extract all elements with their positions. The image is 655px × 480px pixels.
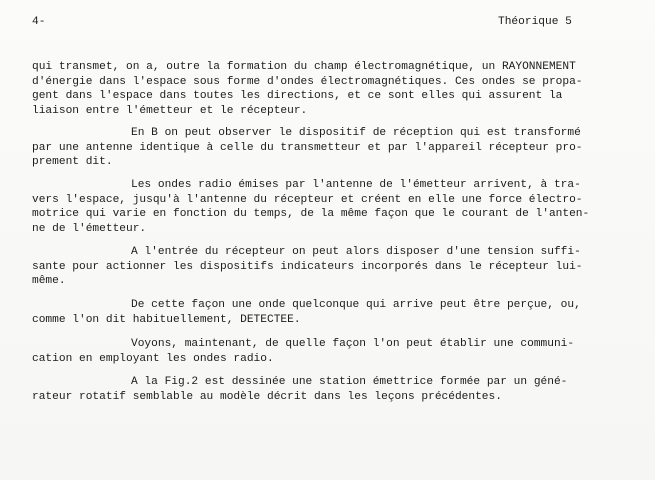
text-line: En B on peut observer le dispositif de réception qui est transformé	[131, 127, 581, 139]
text-line: cation en employant les ondes radio.	[32, 352, 274, 365]
text-line: prement dit.	[32, 156, 113, 168]
text-line: Voyons, maintenant, de quelle façon l'on peut établir une communi-	[131, 338, 575, 350]
text-line: même.	[32, 275, 66, 287]
page-number: 4-	[32, 16, 46, 28]
paragraph	[32, 298, 632, 327]
paragraph	[32, 375, 632, 404]
text-line: ne de l'émetteur.	[32, 222, 147, 235]
text-line: comme l'on dit habituellement, DETECTEE.	[32, 313, 301, 326]
text-line: gent dans l'espace dans toutes les directions, et ce sont elles qui assurent la	[32, 90, 563, 102]
paragraph	[32, 245, 632, 289]
paragraph	[32, 178, 632, 236]
text-line: A la Fig.2 est dessinée une station émettrice formée par un géné-	[131, 376, 568, 388]
text-line: qui transmet, on a, outre la formation du champ électromagnétique, un RAYONNEMENT	[32, 61, 576, 73]
section-header: Théorique 5	[498, 16, 572, 28]
text-line: d'énergie dans l'espace sous forme d'ondes électromagnétiques. Ces ondes se propa-	[32, 75, 583, 88]
text-line: rateur rotatif semblable au modèle décrit dans les leçons précédentes.	[32, 390, 502, 403]
text-line: vers l'espace, jusqu'à l'antenne du récepteur et créent en elle une force électro-	[32, 193, 583, 206]
text-line: De cette façon une onde quelconque qui arrive peut être perçue, ou,	[131, 299, 581, 311]
text-line: par une antenne identique à celle du transmetteur et par l'appareil récepteur pro-	[32, 141, 583, 154]
text-line: A l'entrée du récepteur on peut alors disposer d'une tension suffi-	[131, 246, 581, 258]
paragraph	[32, 337, 632, 366]
text-line: liaison entre l'émetteur et le récepteur.	[32, 104, 308, 117]
paragraph	[32, 126, 632, 170]
text-line: Les ondes radio émises par l'antenne de l'émetteur arrivent, à tra-	[131, 179, 581, 191]
text-line: motrice qui varie en fonction du temps, de la même façon que le courant de l'anten-	[32, 208, 590, 220]
text-line: sante pour actionner les dispositifs indicateurs incorporés dans le récepteur lui-	[32, 260, 583, 273]
paragraph	[32, 60, 632, 118]
